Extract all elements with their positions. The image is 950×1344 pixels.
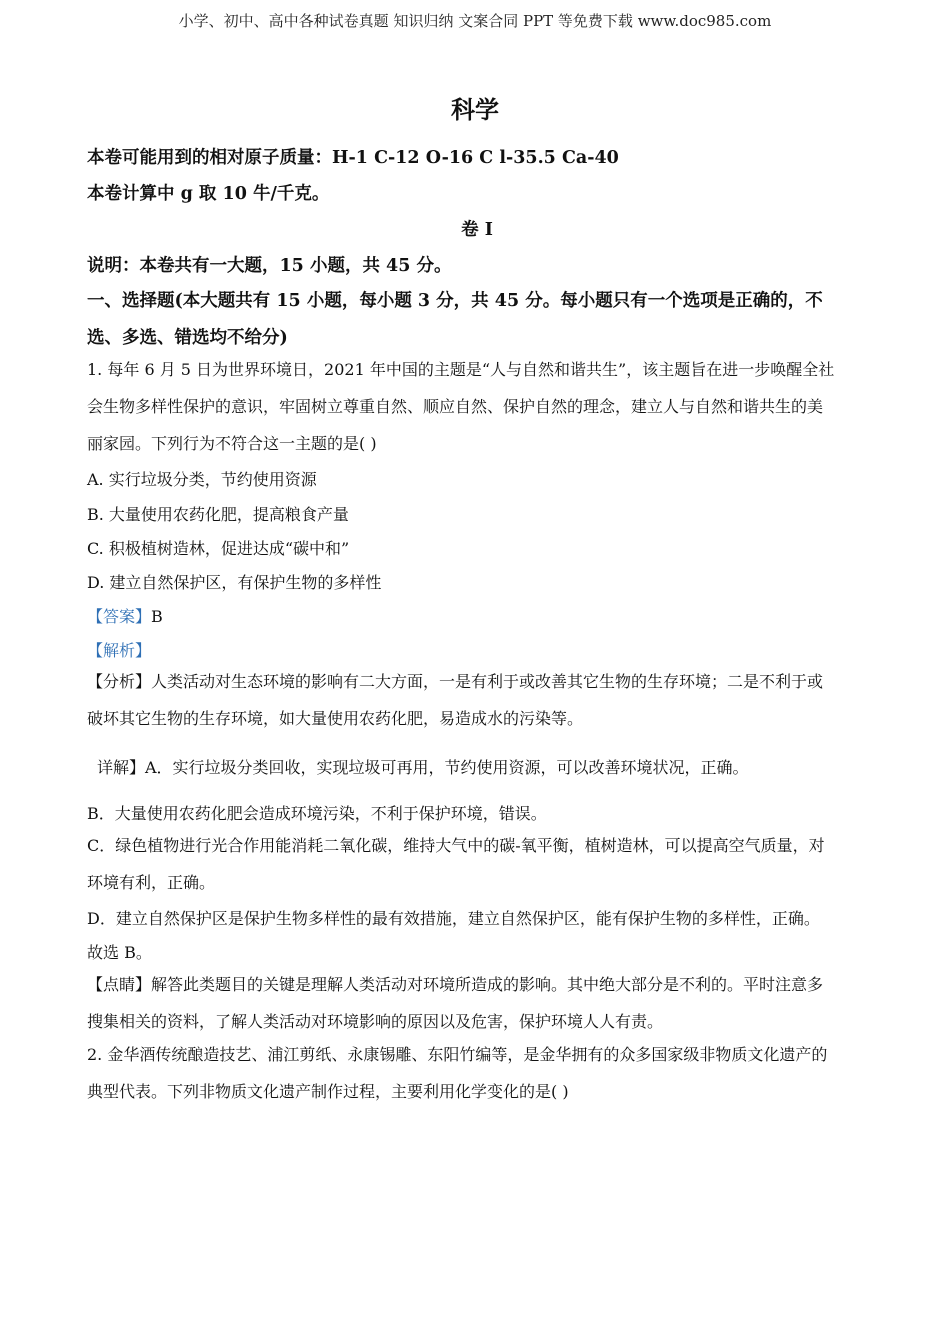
dianjing xyxy=(87,966,867,1040)
analysis-fenxi-line: 【分析】人类活动对生态环境的影响有二大方面，一是有利于或改善其它生物的生存环境；二是不利于或 xyxy=(87,672,824,691)
option-c: C. 积极植树造林，促进达成“碳中和” xyxy=(87,539,350,558)
detail-b: B．大量使用农药化肥会造成环境污染，不利于保护环境，错误。 xyxy=(87,804,547,823)
gravity-note: 本卷计算中 g 取 10 牛/千克。 xyxy=(87,184,330,204)
explanation-line: 说明：本卷共有一大题，15 小题，共 45 分。 xyxy=(87,256,452,276)
analysis-fenxi xyxy=(87,663,867,737)
header-banner: 小学、初中、高中各种试卷真题 知识归纳 文案合同 PPT 等免费下载 www.doc985.com xyxy=(178,12,772,30)
section-heading-line2: 选、多选、错选均不给分) xyxy=(87,328,288,348)
answer-tag: 【答案】 xyxy=(87,607,152,626)
analysis-fenxi-line: 破坏其它生物的生存环境，如大量使用农药化肥，易造成水的污染等。 xyxy=(87,709,584,728)
question-2-stem-line: 典型代表。下列非物质文化遗产制作过程，主要利用化学变化的是( ) xyxy=(87,1082,569,1101)
analysis-tag: 【解析】 xyxy=(87,641,152,660)
option-a: A. 实行垃圾分类，节约使用资源 xyxy=(87,470,317,489)
option-b: B. 大量使用农药化肥，提高粮食产量 xyxy=(87,505,349,524)
option-d: D. 建立自然保护区，有保护生物的多样性 xyxy=(87,573,382,592)
detail-c xyxy=(87,827,867,901)
question-2-stem xyxy=(87,1036,867,1110)
question-1-stem-line: 会生物多样性保护的意识，牢固树立尊重自然、顺应自然、保护自然的理念，建立人与自然和谐共生的美 xyxy=(87,397,824,416)
detail-c-line: 环境有利，正确。 xyxy=(87,873,216,892)
answer-line xyxy=(87,604,867,627)
question-2-stem-line: 2. 金华酒传统酿造技艺、浦江剪纸、永康锡雕、东阳竹编等，是金华拥有的众多国家级非物质文化遗产的 xyxy=(87,1045,828,1064)
dianjing-line: 搜集相关的资料，了解人类活动对环境影响的原因以及危害，保护环境人人有责。 xyxy=(87,1012,664,1031)
answer-value: B xyxy=(151,607,163,626)
page-title: 科学 xyxy=(451,95,499,124)
section-heading-line1: 一、选择题(本大题共有 15 小题，每小题 3 分，共 45 分。每小题只有一个选项是正确的，不 xyxy=(87,291,823,311)
detail-a: 详解】A．实行垃圾分类回收，实现垃圾可再用，节约使用资源，可以改善环境状况，正确。 xyxy=(97,758,749,777)
question-1-stem xyxy=(87,351,867,462)
detail-d: D．建立自然保护区是保护生物多样性的最有效措施，建立自然保护区，能有保护生物的多样性，正确。 xyxy=(87,909,820,928)
dianjing-line: 【点睛】解答此类题目的关键是理解人类活动对环境所造成的影响。其中绝大部分是不利的。平时注意多 xyxy=(87,975,824,994)
detail-c-line: C．绿色植物进行光合作用能消耗二氧化碳，维持大气中的碳-氧平衡，植树造林，可以提高空气质量，对 xyxy=(87,836,825,855)
conclusion: 故选 B。 xyxy=(87,943,152,962)
question-1-stem-line: 1. 每年 6 月 5 日为世界环境日，2021 年中国的主题是“人与自然和谐共生”，该主题旨在进一步唤醒全社 xyxy=(87,360,835,379)
question-1-stem-line: 丽家园。下列行为不符合这一主题的是( ) xyxy=(87,434,377,453)
atomic-mass-line: 本卷可能用到的相对原子质量：H-1 C-12 O-16 C l-35.5 Ca-40 xyxy=(87,148,619,168)
volume-heading: 卷 I xyxy=(461,220,493,240)
